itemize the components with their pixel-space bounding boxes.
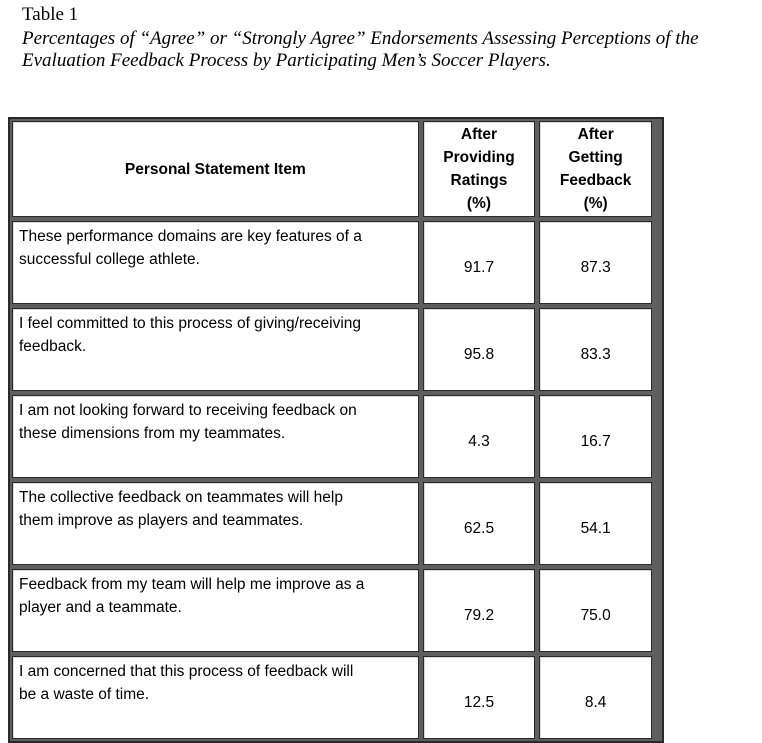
table-row <box>12 221 652 304</box>
table-row <box>12 308 652 391</box>
header-line: Providing <box>443 149 515 166</box>
table-header-row <box>12 121 652 217</box>
after-providing-value: 4.3 <box>423 395 536 478</box>
statement-line: The collective feedback on teammates will help <box>19 489 343 506</box>
statement-line: be a waste of time. <box>19 686 150 703</box>
header-after-providing-ratings <box>423 121 536 217</box>
statement-line: feedback. <box>19 338 87 355</box>
statement-cell <box>12 395 419 478</box>
header-line: After <box>577 126 614 143</box>
statement-cell <box>12 482 419 565</box>
header-line: Ratings <box>450 172 508 189</box>
statement-line: player and a teammate. <box>19 599 182 616</box>
after-providing-value: 79.2 <box>423 569 536 652</box>
table-row <box>12 569 652 652</box>
header-line: Getting <box>568 149 623 166</box>
table-row <box>12 482 652 565</box>
statement-cell <box>12 308 419 391</box>
after-getting-value: 8.4 <box>539 656 652 739</box>
statement-line: I feel committed to this process of giving/receiving <box>19 315 362 332</box>
statement-cell <box>12 656 419 739</box>
after-providing-value: 12.5 <box>423 656 536 739</box>
header-after-getting-feedback <box>539 121 652 217</box>
after-providing-value: 91.7 <box>423 221 536 304</box>
table-caption <box>22 4 757 72</box>
header-line: After <box>460 126 498 143</box>
statement-line: I am not looking forward to receiving feedback on <box>19 402 357 419</box>
table-title: Percentages of “Agree” or “Strongly Agree” Endorsements Assessing Perceptions of the Evaluation Feedback Process by Participating Men’s Soccer Players. <box>22 28 699 71</box>
table-row <box>12 656 652 739</box>
statement-line: them improve as players and teammates. <box>19 512 304 529</box>
table-frame <box>8 117 664 743</box>
after-getting-value: 83.3 <box>539 308 652 391</box>
header-line: (%) <box>466 195 492 212</box>
table-label: Table 1 <box>22 4 79 25</box>
statement-line: I am concerned that this process of feedback will <box>19 663 354 680</box>
header-line: Feedback <box>559 172 632 189</box>
statement-cell <box>12 221 419 304</box>
after-getting-value: 54.1 <box>539 482 652 565</box>
statement-line: These performance domains are key features of a <box>19 228 362 245</box>
after-getting-value: 87.3 <box>539 221 652 304</box>
statement-cell <box>12 569 419 652</box>
table-row <box>12 395 652 478</box>
after-providing-value: 62.5 <box>423 482 536 565</box>
statement-line: successful college athlete. <box>19 251 200 268</box>
after-providing-value: 95.8 <box>423 308 536 391</box>
statement-line: Feedback from my team will help me improve as a <box>19 576 365 593</box>
header-line: (%) <box>583 195 608 212</box>
after-getting-value: 75.0 <box>539 569 652 652</box>
endorsement-table <box>8 117 656 743</box>
header-personal-statement-item: Personal Statement Item <box>12 121 419 217</box>
statement-line: these dimensions from my teammates. <box>19 425 286 442</box>
after-getting-value: 16.7 <box>539 395 652 478</box>
